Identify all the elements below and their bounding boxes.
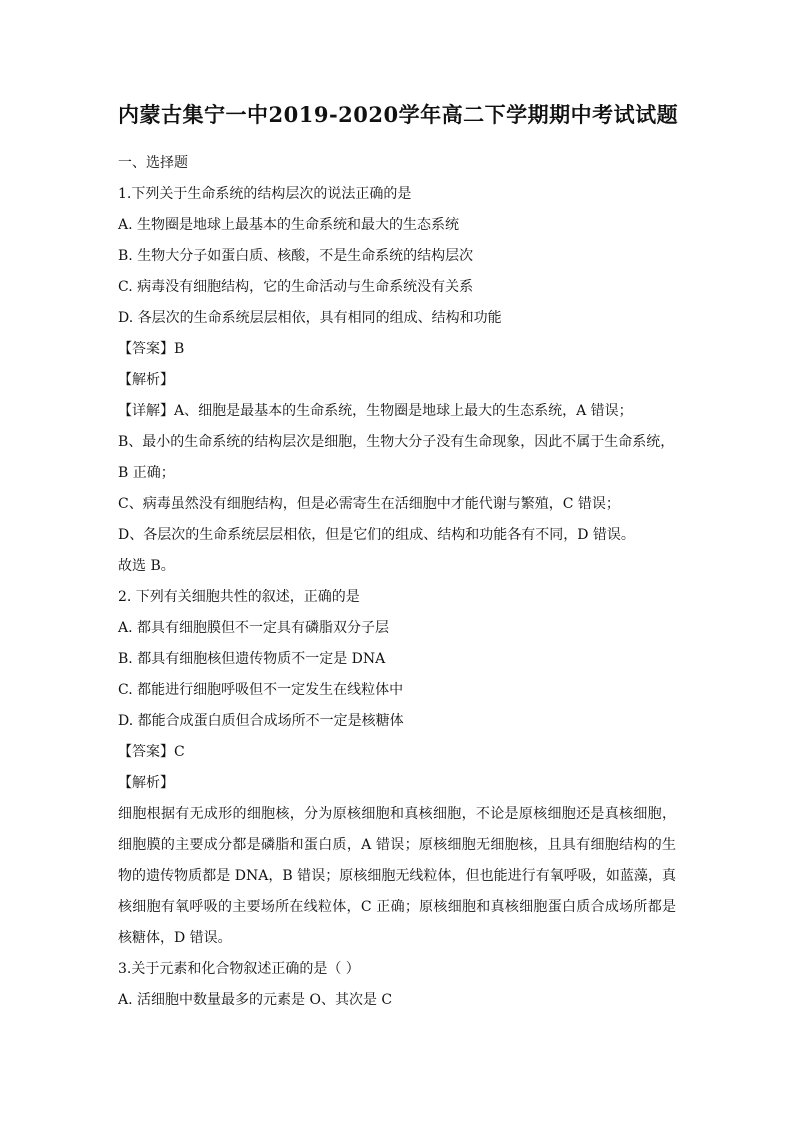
question-2-analysis-label: 【解析】 (118, 775, 174, 791)
question-3-option-a: A. 活细胞中数量最多的元素是 O、其次是 C (118, 992, 393, 1008)
question-1-conclusion: 故选 B。 (118, 558, 175, 574)
question-2-option-c: C. 都能进行细胞呼吸但不一定发生在线粒体中 (118, 682, 404, 698)
question-2-answer: 【答案】C (118, 744, 185, 760)
question-1-option-a: A. 生物圈是地球上最基本的生命系统和最大的生态系统 (118, 217, 460, 233)
question-1-option-c: C. 病毒没有细胞结构，它的生命活动与生命系统没有关系 (118, 279, 474, 295)
question-2-option-b: B. 都具有细胞核但遗传物质不一定是 DNA (118, 651, 386, 667)
question-2-explanation: 细胞根据有无成形的细胞核，分为原核细胞和真核细胞，不论是原核细胞还是真核细胞，细胞膜的主要成分都是磷脂和蛋白质，A 错误；原核细胞无细胞核，且具有细胞结构的生物的遗传物质都是 DNA，B 错误；原核细胞无线粒体，但也能进行有氧呼吸，如蓝藻，真核细胞有氧呼吸的主要场所在线粒体，C 正确；原核细胞和真核细胞蛋白质合成场所都是核糖体，D 错误。 (118, 806, 676, 946)
question-1-option-d: D. 各层次的生命系统层层相依，具有相同的组成、结构和功能 (118, 310, 502, 326)
question-1-detail-line: 【详解】A、细胞是最基本的生命系统，生物圈是地球上最大的生态系统，A 错误； (118, 403, 633, 419)
page-title: 内蒙古集宁一中2019-2020学年高二下学期期中考试试题 (118, 102, 679, 127)
question-1-detail-line: C、病毒虽然没有细胞结构，但是必需寄生在活细胞中才能代谢与繁殖，C 错误； (118, 496, 620, 512)
question-1-answer: 【答案】B (118, 341, 185, 357)
question-1-detail-line: B、最小的生命系统的结构层次是细胞，生物大分子没有生命现象，因此不属于生命系统， (118, 434, 675, 450)
section-heading: 一、选择题 (118, 155, 188, 171)
question-1-detail-line: B 正确； (118, 465, 175, 481)
question-2-option-a: A. 都具有细胞膜但不一定具有磷脂双分子层 (118, 620, 390, 636)
question-1-option-b: B. 生物大分子如蛋白质、核酸，不是生命系统的结构层次 (118, 248, 474, 264)
question-2-stem: 2. 下列有关细胞共性的叙述，正确的是 (118, 589, 360, 605)
question-2-option-d: D. 都能合成蛋白质但合成场所不一定是核糖体 (118, 713, 404, 729)
question-3-stem: 3.关于元素和化合物叙述正确的是（ ） (118, 961, 360, 977)
question-1-analysis-label: 【解析】 (118, 372, 174, 388)
question-1-detail-line: D、各层次的生命系统层层相依，但是它们的组成、结构和功能各有不同，D 错误。 (118, 527, 635, 543)
question-1-stem: 1.下列关于生命系统的结构层次的说法正确的是 (118, 186, 412, 202)
